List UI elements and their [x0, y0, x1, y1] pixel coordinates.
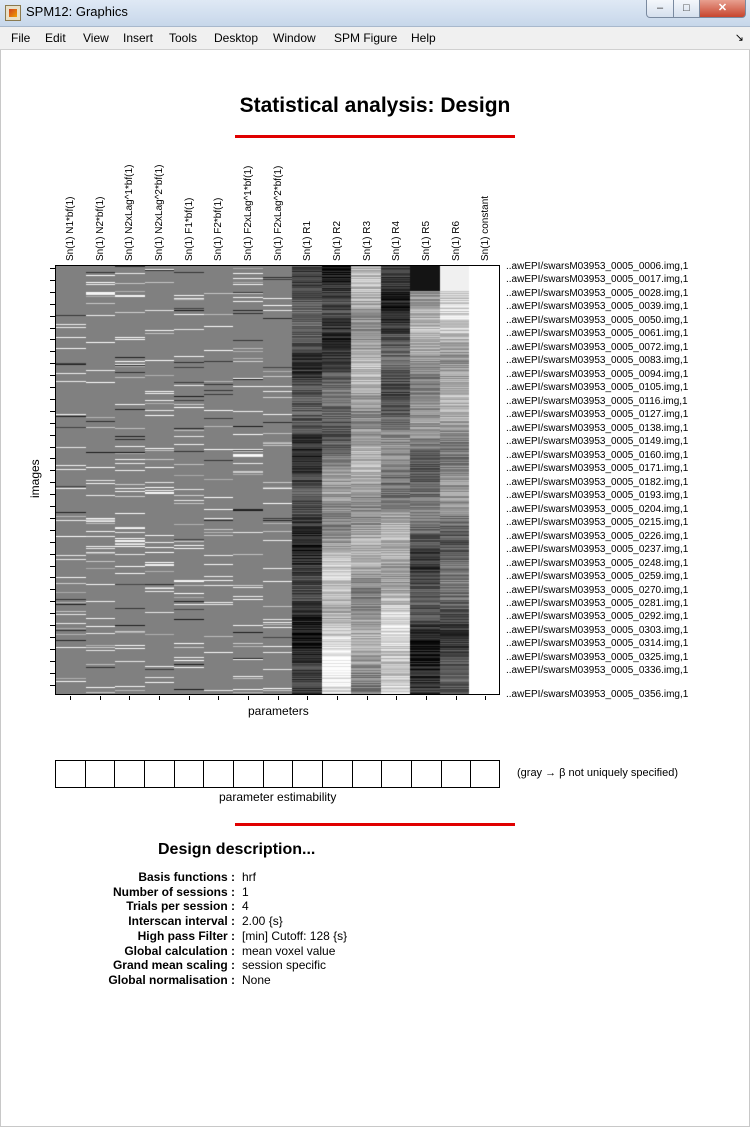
row-label: ..awEPI/swarsM03953_0005_0160.img,1 [506, 449, 689, 461]
row-label: ..awEPI/swarsM03953_0005_0314.img,1 [506, 638, 689, 650]
y-tick [50, 673, 55, 674]
y-tick [50, 601, 55, 602]
column-label: Sn(1) R1 [302, 220, 314, 261]
estimability-cell [442, 761, 472, 787]
row-label-last: ..awEPI/swarsM03953_0005_0356.img,1 [506, 689, 689, 700]
description-key: Basis functions : [138, 870, 235, 884]
y-tick [50, 649, 55, 650]
y-tick [50, 458, 55, 459]
menubar [0, 27, 750, 50]
row-label: ..awEPI/swarsM03953_0005_0303.img,1 [506, 624, 689, 636]
row-label: ..awEPI/swarsM03953_0005_0050.img,1 [506, 314, 689, 326]
description-key: Grand mean scaling : [112, 958, 235, 973]
minimize-button[interactable]: – [646, 0, 674, 18]
row-label: ..awEPI/swarsM03953_0005_0094.img,1 [506, 368, 689, 380]
y-tick [50, 554, 55, 555]
column-label: Sn(1) R4 [391, 220, 403, 261]
y-tick [50, 542, 55, 543]
design-matrix[interactable] [55, 265, 500, 695]
x-tick [129, 696, 130, 700]
x-tick [337, 696, 338, 700]
row-label: ..awEPI/swarsM03953_0005_0171.img,1 [506, 463, 689, 475]
y-tick [50, 339, 55, 340]
row-label: ..awEPI/swarsM03953_0005_0028.img,1 [506, 287, 689, 299]
row-label: ..awEPI/swarsM03953_0005_0281.img,1 [506, 598, 689, 609]
row-label: ..awEPI/swarsM03953_0005_0270.img,1 [506, 584, 689, 596]
row-label: ..awEPI/swarsM03953_0005_0259.img,1 [506, 571, 689, 583]
y-tick [50, 482, 55, 483]
y-tick [50, 685, 55, 686]
y-tick [50, 530, 55, 531]
y-tick [50, 494, 55, 495]
window-titlebar[interactable] [0, 0, 750, 27]
x-tick [248, 696, 249, 700]
column-label: Sn(1) N2xLag^1*bf(1) [124, 164, 136, 261]
y-tick [50, 411, 55, 412]
row-label: ..awEPI/swarsM03953_0005_0149.img,1 [506, 436, 689, 448]
menu-edit[interactable]: Edit [45, 31, 66, 45]
row-label: ..awEPI/swarsM03953_0005_0006.img,1 [506, 261, 689, 272]
x-tick [159, 696, 160, 700]
menu-insert[interactable]: Insert [123, 31, 154, 45]
description-value: 2.00 {s} [242, 914, 283, 929]
y-tick [50, 316, 55, 317]
column-label: Sn(1) N2xLag^2*bf(1) [153, 164, 165, 261]
y-axis-label: images [28, 459, 42, 498]
row-label: ..awEPI/swarsM03953_0005_0325.img,1 [506, 651, 689, 663]
row-label: ..awEPI/swarsM03953_0005_0336.img,1 [506, 665, 689, 677]
y-tick [50, 292, 55, 293]
x-tick [307, 696, 308, 700]
y-tick [50, 589, 55, 590]
column-label: Sn(1) F2xLag^2*bf(1) [272, 165, 284, 261]
menu-desktop[interactable]: Desktop [214, 31, 259, 45]
column-label: Sn(1) constant [480, 195, 492, 261]
y-tick [50, 447, 55, 448]
row-label: ..awEPI/swarsM03953_0005_0127.img,1 [506, 409, 689, 421]
y-tick [50, 363, 55, 364]
y-tick [50, 518, 55, 519]
menu-tools[interactable]: Tools [169, 31, 198, 45]
row-label: ..awEPI/swarsM03953_0005_0237.img,1 [506, 544, 689, 556]
row-label: ..awEPI/swarsM03953_0005_0292.img,1 [506, 611, 689, 623]
description-value: hrf [242, 870, 257, 884]
y-tick [50, 268, 55, 269]
figure-title: Statistical analysis: Design [239, 94, 511, 117]
estimability-cell [471, 761, 501, 787]
row-label: ..awEPI/swarsM03953_0005_0017.img,1 [506, 274, 689, 286]
dock-arrow-icon[interactable]: ↘ [734, 32, 744, 44]
column-label: Sn(1) R3 [361, 220, 373, 261]
y-tick [50, 661, 55, 662]
x-tick [396, 696, 397, 700]
description-value: mean voxel value [242, 943, 336, 958]
menu-spm-figure[interactable]: SPM Figure [334, 31, 398, 45]
estimability-cell [56, 761, 86, 787]
description-value: [min] Cutoff: 128 {s} [242, 928, 348, 943]
maximize-button[interactable]: □ [673, 0, 700, 18]
estimability-cell [234, 761, 264, 787]
estimability-cell [353, 761, 383, 787]
column-label: Sn(1) R2 [331, 220, 343, 261]
y-tick [50, 625, 55, 626]
description-key: Trials per session : [126, 899, 235, 914]
x-axis-label: parameters [248, 704, 309, 718]
x-tick [278, 696, 279, 700]
column-label: Sn(1) N2*bf(1) [94, 196, 106, 261]
y-tick [50, 280, 55, 281]
y-tick [50, 506, 55, 507]
menu-view[interactable]: View [83, 31, 109, 45]
x-tick [189, 696, 190, 700]
description-value: session specific [242, 958, 327, 973]
column-label: Sn(1) R5 [420, 220, 432, 261]
estimability-cell [204, 761, 234, 787]
x-tick [367, 696, 368, 700]
row-label: ..awEPI/swarsM03953_0005_0138.img,1 [506, 422, 689, 434]
estimability-cell [293, 761, 323, 787]
estimability-cell [412, 761, 442, 787]
y-tick [50, 304, 55, 305]
estimability-cell [382, 761, 412, 787]
menu-file[interactable]: File [11, 31, 31, 45]
x-tick [218, 696, 219, 700]
estimability-cell [86, 761, 116, 787]
column-label: Sn(1) F1*bf(1) [183, 197, 195, 261]
row-label: ..awEPI/swarsM03953_0005_0039.img,1 [506, 301, 689, 313]
description-key: Number of sessions : [112, 884, 235, 899]
description-key: Global normalisation : [108, 972, 235, 987]
row-label: ..awEPI/swarsM03953_0005_0083.img,1 [506, 355, 689, 367]
x-tick [70, 696, 71, 700]
y-tick [50, 577, 55, 578]
y-tick [50, 351, 55, 352]
column-label: Sn(1) F2*bf(1) [213, 197, 225, 261]
estimability-note: (gray → β not uniquely specified) [517, 767, 679, 779]
design-matrix-image [56, 266, 499, 694]
row-label: ..awEPI/swarsM03953_0005_0116.img,1 [506, 395, 688, 407]
x-tick [456, 696, 457, 700]
window-title: SPM12: Graphics [26, 4, 128, 19]
estimability-cell [175, 761, 205, 787]
y-tick [50, 399, 55, 400]
estimability-cell [323, 761, 353, 787]
column-label: Sn(1) N1*bf(1) [64, 196, 76, 261]
estimability-cell [264, 761, 294, 787]
description-separator-line [235, 823, 515, 826]
matlab-figure-icon [5, 5, 21, 21]
description-key: Global calculation : [124, 943, 235, 958]
estimability-cell [145, 761, 175, 787]
y-tick [50, 423, 55, 424]
y-tick [50, 470, 55, 471]
row-label: ..awEPI/swarsM03953_0005_0193.img,1 [506, 490, 689, 502]
x-tick [100, 696, 101, 700]
close-button[interactable]: ✕ [699, 0, 746, 18]
design-description-title: Design description... [158, 841, 316, 858]
row-label: ..awEPI/swarsM03953_0005_0248.img,1 [506, 557, 689, 569]
x-tick [426, 696, 427, 700]
title-separator-line [235, 135, 515, 138]
row-label: ..awEPI/swarsM03953_0005_0204.img,1 [506, 503, 689, 515]
row-label: ..awEPI/swarsM03953_0005_0215.img,1 [506, 517, 689, 529]
y-tick [50, 566, 55, 567]
row-label: ..awEPI/swarsM03953_0005_0072.img,1 [506, 341, 689, 353]
y-tick [50, 637, 55, 638]
row-label: ..awEPI/swarsM03953_0005_0061.img,1 [506, 328, 689, 340]
y-tick [50, 613, 55, 614]
description-key: High pass Filter : [137, 928, 235, 943]
description-value: 1 [242, 884, 249, 899]
menu-help[interactable]: Help [411, 31, 436, 45]
menu-window[interactable]: Window [273, 31, 316, 45]
y-tick [50, 328, 55, 329]
description-value: None [242, 972, 271, 987]
y-tick [50, 435, 55, 436]
column-label: Sn(1) R6 [450, 220, 462, 261]
row-label: ..awEPI/swarsM03953_0005_0226.img,1 [506, 530, 689, 542]
x-tick [485, 696, 486, 700]
y-tick [50, 387, 55, 388]
column-label: Sn(1) F2xLag^1*bf(1) [242, 165, 254, 261]
estimability-cell [115, 761, 145, 787]
row-label: ..awEPI/swarsM03953_0005_0182.img,1 [506, 476, 689, 488]
description-key: Interscan interval : [128, 914, 235, 929]
estimability-bar [55, 760, 500, 788]
y-tick [50, 375, 55, 376]
row-label: ..awEPI/swarsM03953_0005_0105.img,1 [506, 382, 689, 394]
estimability-label: parameter estimability [219, 790, 337, 804]
description-value: 4 [242, 899, 249, 914]
